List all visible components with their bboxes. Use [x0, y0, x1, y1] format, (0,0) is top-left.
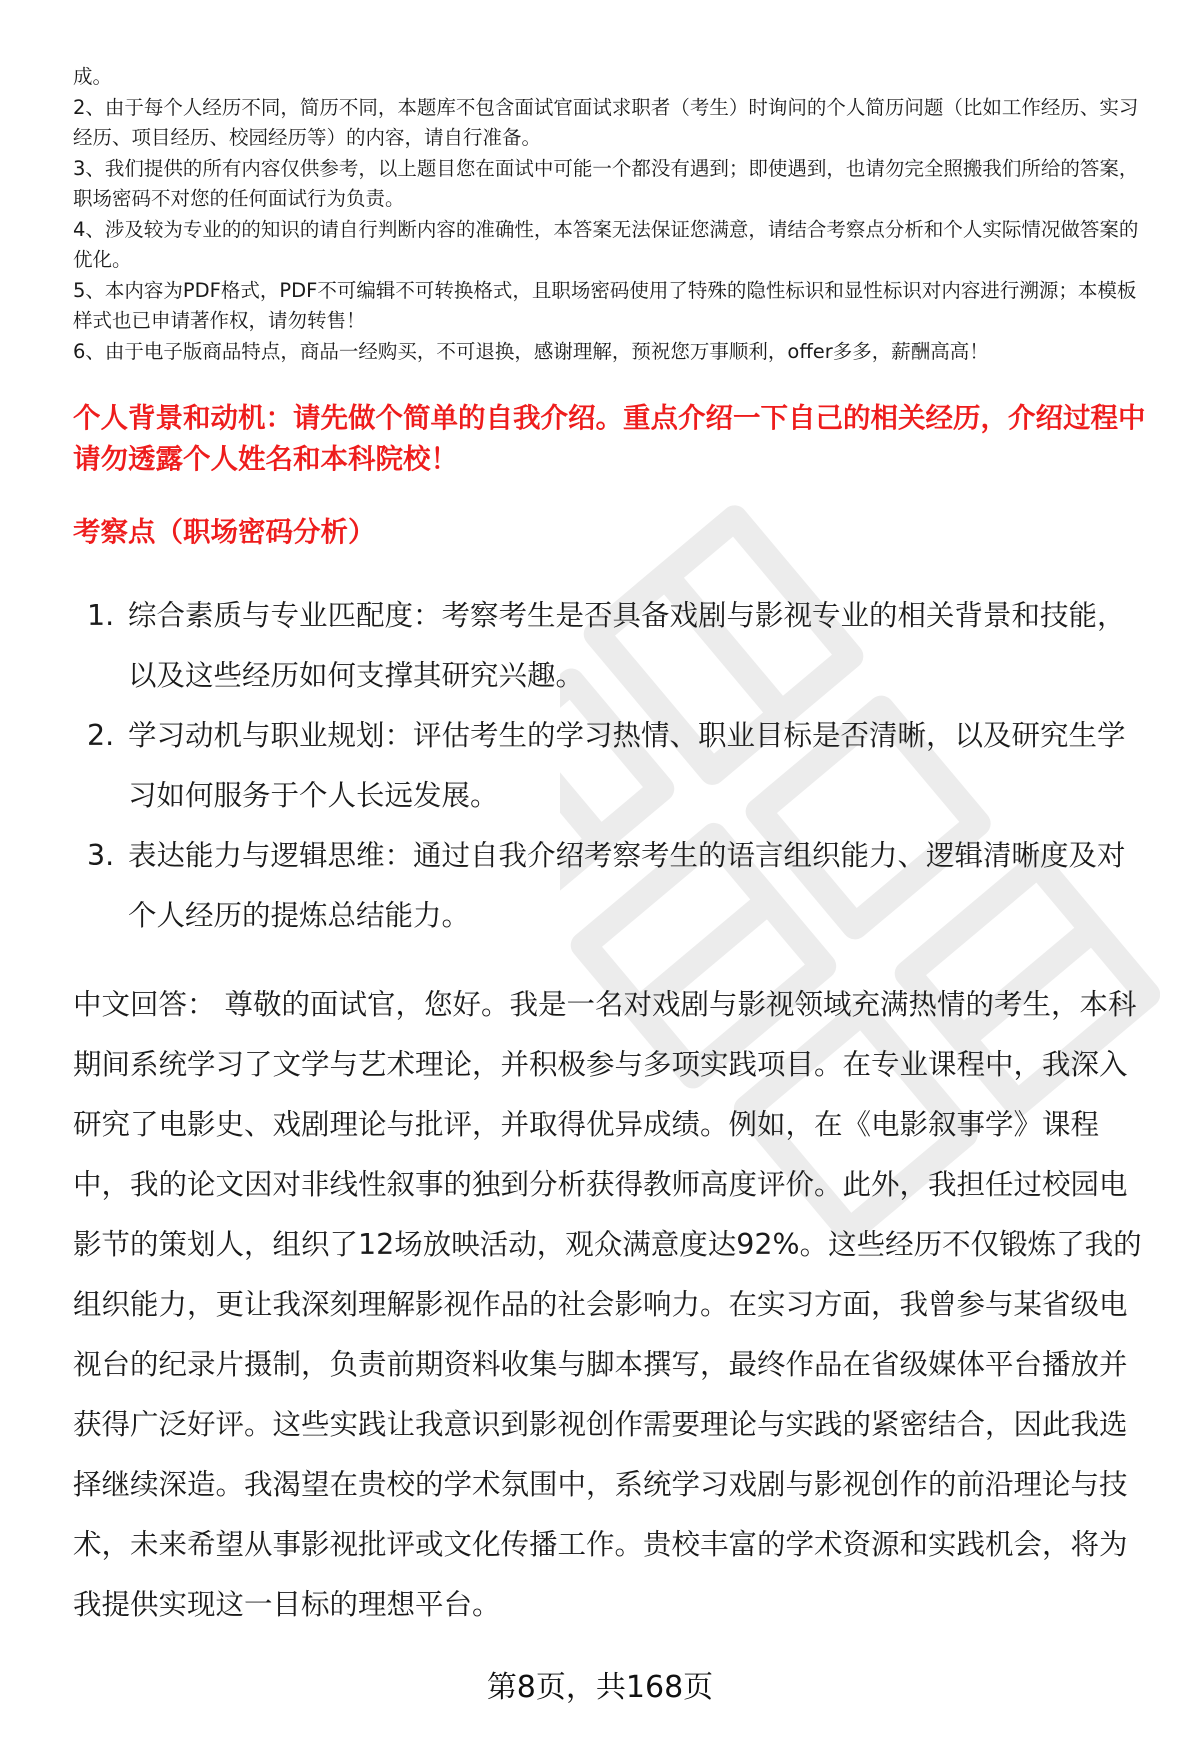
- note-line: 4、涉及较为专业的的知识的请自行判断内容的准确性，本答案无法保证您满意，请结合考察点分析和个人实际情况做答案的优化。: [73, 217, 1139, 271]
- list-item-text: 综合素质与专业匹配度：考察考生是否具备戏剧与影视专业的相关背景和技能，以及这些经历如何支撑其研究兴趣。: [128, 599, 1126, 692]
- list-item-number: 1.: [87, 599, 115, 632]
- page-number-footer: 第8页，共168页: [486, 1670, 714, 1705]
- list-item-text: 表达能力与逻辑思维：通过自我介绍考察考生的语言组织能力、逻辑清晰度及对个人经历的提炼总结能力。: [128, 839, 1126, 932]
- chinese-answer: 中文回答： 尊敬的面试官，您好。我是一名对戏剧与影视领域充满热情的考生，本科期间系统学习了文学与艺术理论，并积极参与多项实践项目。在专业课程中，我深入研究了电影史、戏剧理论与批评，并取得优异成绩。例如，在《电影叙事学》课程中，我的论文因对非线性叙事的独到分析获得教师高度评价。此外，我担任过校园电影节的策划人，组织了12场放映活动，观众满意度达92%。这些经历不仅锻炼了我的组织能力，更让我深刻理解影视作品的社会影响力。在实习方面，我曾参与某省级电视台的纪录片摄制，负责前期资料收集与脚本撰写，最终作品在省级媒体平台播放并获得广泛好评。这些实践让我意识到影视创作需要理论与实践的紧密结合，因此我选择继续深造。我渴望在贵校的学术氛围中，系统学习戏剧与影视创作的前沿理论与技术，未来希望从事影视批评或文化传播工作。贵校丰富的学术资源和实践机会，将为我提供实现这一目标的理想平台。: [73, 988, 1142, 1621]
- list-item-number: 3.: [87, 839, 115, 872]
- note-line: 5、本内容为PDF格式，PDF不可编辑不可转换格式，且职场密码使用了特殊的隐性标识和显性标识对内容进行溯源；本模板样式也已申请著作权，请勿转售！: [73, 278, 1137, 332]
- question-heading: 个人背景和动机：请先做个简单的自我介绍。重点介绍一下自己的相关经历，介绍过程中请勿透露个人姓名和本科院校！: [73, 402, 1146, 475]
- note-line: 6、由于电子版商品特点，商品一经购买，不可退换，感谢理解，预祝您万事顺利，offer多多，薪酬高高！: [73, 339, 989, 363]
- list-item: [73, 586, 1153, 706]
- disclaimer-notes: [73, 62, 1153, 367]
- note-line: 2、由于每个人经历不同，简历不同，本题库不包含面试官面试求职者（考生）时询问的个人简历问题（比如工作经历、实习经历、项目经历、校园经历等）的内容，请自行准备。: [73, 95, 1139, 149]
- list-item: [73, 706, 1153, 826]
- list-item: [73, 826, 1153, 946]
- list-item-number: 2.: [87, 719, 115, 752]
- note-line: 3、我们提供的所有内容仅供参考，以上题目您在面试中可能一个都没有遇到；即使遇到，也请勿完全照搬我们所给的答案，职场密码不对您的任何面试行为负责。: [73, 156, 1139, 210]
- note-line: 成。: [73, 65, 113, 88]
- list-item-text: 学习动机与职业规划：评估考生的学习热情、职业目标是否清晰，以及研究生学习如何服务于个人长远发展。: [128, 719, 1126, 812]
- assessment-points-heading: 考察点（职场密码分析）: [73, 516, 376, 548]
- assessment-points-list: [73, 586, 1153, 946]
